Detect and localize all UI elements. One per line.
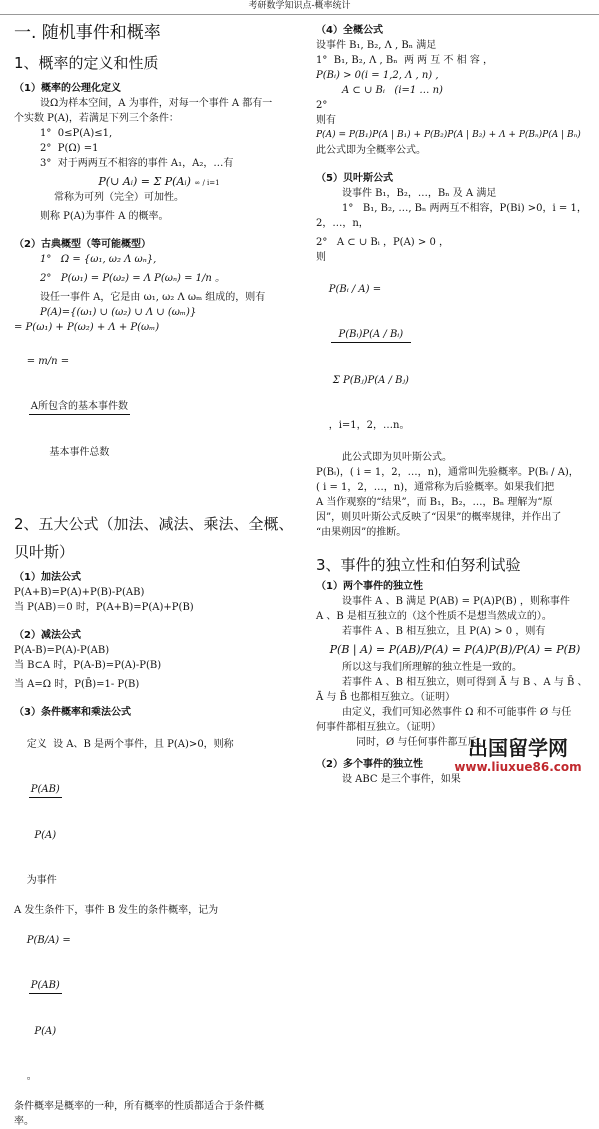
subheading-multiple-events: （2）多个事件的独立性 bbox=[316, 759, 423, 770]
denominator: P(A) bbox=[34, 830, 57, 841]
subheading-conditional: （3）条件概率和乘法公式 bbox=[14, 707, 131, 718]
formula-line bbox=[14, 918, 304, 1099]
formula-line bbox=[14, 339, 304, 505]
formula-text: = m/n = bbox=[26, 356, 70, 367]
text-line: Ā 与 B̄ 也都相互独立。（证明） bbox=[316, 692, 456, 703]
text-fragment: 。 bbox=[26, 1071, 37, 1082]
formula-line: = P(ω₁) + P(ω₂) + Λ + P(ωₘ) bbox=[14, 322, 160, 333]
watermark-logo bbox=[443, 736, 593, 776]
numerator: A所包含的基本事件数 bbox=[29, 399, 130, 415]
heading-independence: 3、事件的独立性和伯努利试验 bbox=[316, 556, 521, 574]
text-line: 率。 bbox=[14, 1116, 34, 1127]
formula-text: P(B/A) = bbox=[26, 935, 71, 946]
formula-text: P(∪ Aᵢ) = Σ P(Aᵢ) bbox=[98, 175, 191, 188]
subheading-total-probability: （4）全概公式 bbox=[316, 25, 383, 36]
bayes-formula bbox=[316, 267, 594, 448]
fraction bbox=[29, 369, 130, 490]
page-header: 考研数学知识点-概率统计 bbox=[0, 0, 599, 15]
fraction bbox=[29, 948, 62, 1069]
section-title: 一. 随机事件和概率 bbox=[14, 23, 161, 43]
subheading-bayes: （5）贝叶斯公式 bbox=[316, 173, 393, 184]
condition-2: 2° A ⊂ ∪ Bᵢ ，P(A) > 0 ， bbox=[316, 237, 449, 248]
countable-additivity-formula bbox=[14, 175, 304, 188]
formula-text: P(Bᵢ / A) = bbox=[328, 284, 382, 295]
text-line: 设事件 B₁，B₂，…，Bₙ 及 A 满足 bbox=[342, 188, 497, 199]
condition-2: 2° P(ω₁) = P(ω₂) = Λ P(ωₙ) = 1/n 。 bbox=[40, 273, 225, 284]
logo-text: 出国留学网 bbox=[468, 736, 568, 760]
total-probability-formula: P(A) = P(B₁)P(A | B₁) + P(B₂)P(A | B₂) + Λ + P(Bₙ)P(A | Bₙ) bbox=[316, 130, 581, 140]
text-line: ( i = 1，2，…，n)，通常称为后验概率。如果我们把 bbox=[316, 482, 555, 493]
text-line: 则称 P(A)为事件 A 的概率。 bbox=[40, 211, 169, 222]
denominator: 基本事件总数 bbox=[49, 447, 110, 458]
text-line: 则有 bbox=[316, 115, 336, 126]
denominator: P(A) bbox=[34, 1026, 57, 1037]
subheading-classical: （2）古典概型（等可能概型） bbox=[14, 239, 151, 250]
subheading-addition: （1）加法公式 bbox=[14, 572, 81, 583]
fraction bbox=[331, 297, 411, 418]
text-line: 常称为可列（完全）可加性。 bbox=[54, 192, 184, 203]
text-fragment: 为事件 bbox=[26, 875, 57, 886]
text-line: 设任一事件 A，它是由 ω₁, ω₂ Λ ωₘ 组成的，则有 bbox=[40, 292, 266, 303]
text-line: P(Bᵢ)，( i = 1，2，…，n)，通常叫先验概率。P(Bᵢ / A)， bbox=[316, 467, 579, 478]
text-line: 此公式即为贝叶斯公式。 bbox=[342, 452, 452, 463]
heading-definition: 1、概率的定义和性质 bbox=[14, 54, 159, 72]
subheading-axiomatic: （1）概率的公理化定义 bbox=[14, 83, 121, 94]
text-line: P(A+B)=P(A)+P(B)-P(AB) bbox=[14, 587, 145, 598]
left-column bbox=[14, 18, 304, 1129]
text-line bbox=[14, 722, 304, 903]
text-line: A 、B 是相互独立的（这个性质不是想当然成立的）。 bbox=[316, 611, 552, 622]
right-column bbox=[316, 18, 594, 787]
text-line: 个实数 P(A)，若满足下列三个条件： bbox=[14, 113, 179, 124]
text-line: 若事件 A 、B 相互独立，则可得到 Ā 与 B 、A 与 B̄ 、 bbox=[342, 677, 588, 688]
text-fragment: ，i=1，2，…n。 bbox=[328, 420, 410, 431]
numerator: P(Bᵢ)P(A / Bᵢ) bbox=[331, 327, 411, 343]
condition-3: 3° 对于两两互不相容的事件 A₁，A₂，…有 bbox=[40, 158, 234, 169]
condition-2: 2° bbox=[316, 100, 328, 111]
text-line: P(A-B)=P(A)-P(AB) bbox=[14, 645, 110, 656]
text-line: 设Ω为样本空间，A 为事件，对每一个事件 A 都有一 bbox=[40, 98, 273, 109]
heading-five-formulas: 2、五大公式（加法、减法、乘法、全概、 bbox=[14, 515, 294, 533]
formula-limits: ∞ / i=1 bbox=[194, 179, 220, 187]
text-line: 当 A=Ω 时，P(B̄)=1- P(B) bbox=[14, 679, 140, 690]
text-line: 条件概率是概率的一种，所有概率的性质都适合于条件概 bbox=[14, 1101, 264, 1112]
numerator: P(AB) bbox=[29, 782, 62, 798]
text-line: A 发生条件下，事件 B 发生的条件概率，记为 bbox=[14, 905, 219, 916]
text-line: 何事件都相互独立。（证明） bbox=[316, 722, 441, 733]
text-line: 设 ABC 是三个事件，如果 bbox=[342, 774, 461, 785]
text-line: “由果朔因”的推断。 bbox=[316, 527, 407, 538]
heading-five-formulas-cont: 贝叶斯） bbox=[14, 543, 75, 561]
text-line: 当 P(AB)＝0 时，P(A+B)=P(A)+P(B) bbox=[14, 602, 194, 613]
independence-formula: P(B | A) = P(AB)/P(A) = P(A)P(B)/P(A) = P(B) bbox=[329, 643, 581, 656]
text-line: 则 bbox=[316, 252, 326, 263]
condition-1: 1° B₁, B₂, …, Bₙ 两两互不相容，P(Bi) >0，i = 1， bbox=[342, 203, 587, 214]
text-line: 设事件 B₁, B₂, Λ , Bₙ 满足 bbox=[316, 40, 437, 51]
text-line: 所以这与我们所理解的独立性是一致的。 bbox=[342, 662, 522, 673]
text-line: 此公式即为全概率公式。 bbox=[316, 145, 426, 156]
numerator: P(AB) bbox=[29, 978, 62, 994]
condition-1: 1° B₁, B₂, Λ , Bₙ 两 两 互 不 相 容 ， bbox=[316, 55, 494, 66]
logo-url: www.liuxue86.com bbox=[454, 760, 582, 774]
condition-1: 1° Ω = {ω₁, ω₂ Λ ωₙ}, bbox=[40, 254, 157, 265]
formula-line: P(Bᵢ) > 0(i = 1,2, Λ , n) , bbox=[316, 70, 439, 81]
text-line: 当 B⊂A 时，P(A-B)=P(A)-P(B) bbox=[14, 660, 162, 671]
text-line: A 当作观察的“结果”，而 B₁，B₂，…，Bₙ 理解为“原 bbox=[316, 497, 553, 508]
text-line: 2，…，n， bbox=[316, 218, 369, 229]
condition-2: 2° P(Ω) =1 bbox=[40, 143, 99, 154]
text-line: 若事件 A 、B 相互独立，且 P(A) > 0 ，则有 bbox=[342, 626, 546, 637]
text-fragment: 定义 设 A、B 是两个事件，且 P(A)>0，则称 bbox=[26, 739, 234, 750]
text-line: 设事件 A 、B 满足 P(AB) = P(A)P(B) ，则称事件 bbox=[342, 596, 570, 607]
condition-1: 1° 0≤P(A)≤1, bbox=[40, 128, 113, 139]
subheading-subtraction: （2）减法公式 bbox=[14, 630, 81, 641]
text-line: 因”，则贝叶斯公式反映了“因果”的概率规律，并作出了 bbox=[316, 512, 562, 523]
text-line: 由定义，我们可知必然事件 Ω 和不可能事件 Ø 与任 bbox=[342, 707, 572, 718]
formula-line: A ⊂ ∪ Bᵢ (i=1 … n) bbox=[342, 85, 443, 96]
text-line: 同时，Ø 与任何事件都互斥。 bbox=[356, 737, 488, 748]
denominator: Σ P(Bⱼ)P(A / Bⱼ) bbox=[332, 375, 409, 386]
fraction bbox=[29, 752, 62, 873]
subheading-two-events: （1）两个事件的独立性 bbox=[316, 581, 423, 592]
formula-line: P(A)={(ω₁) ∪ (ω₂) ∪ Λ ∪ (ωₘ)} bbox=[40, 307, 197, 318]
